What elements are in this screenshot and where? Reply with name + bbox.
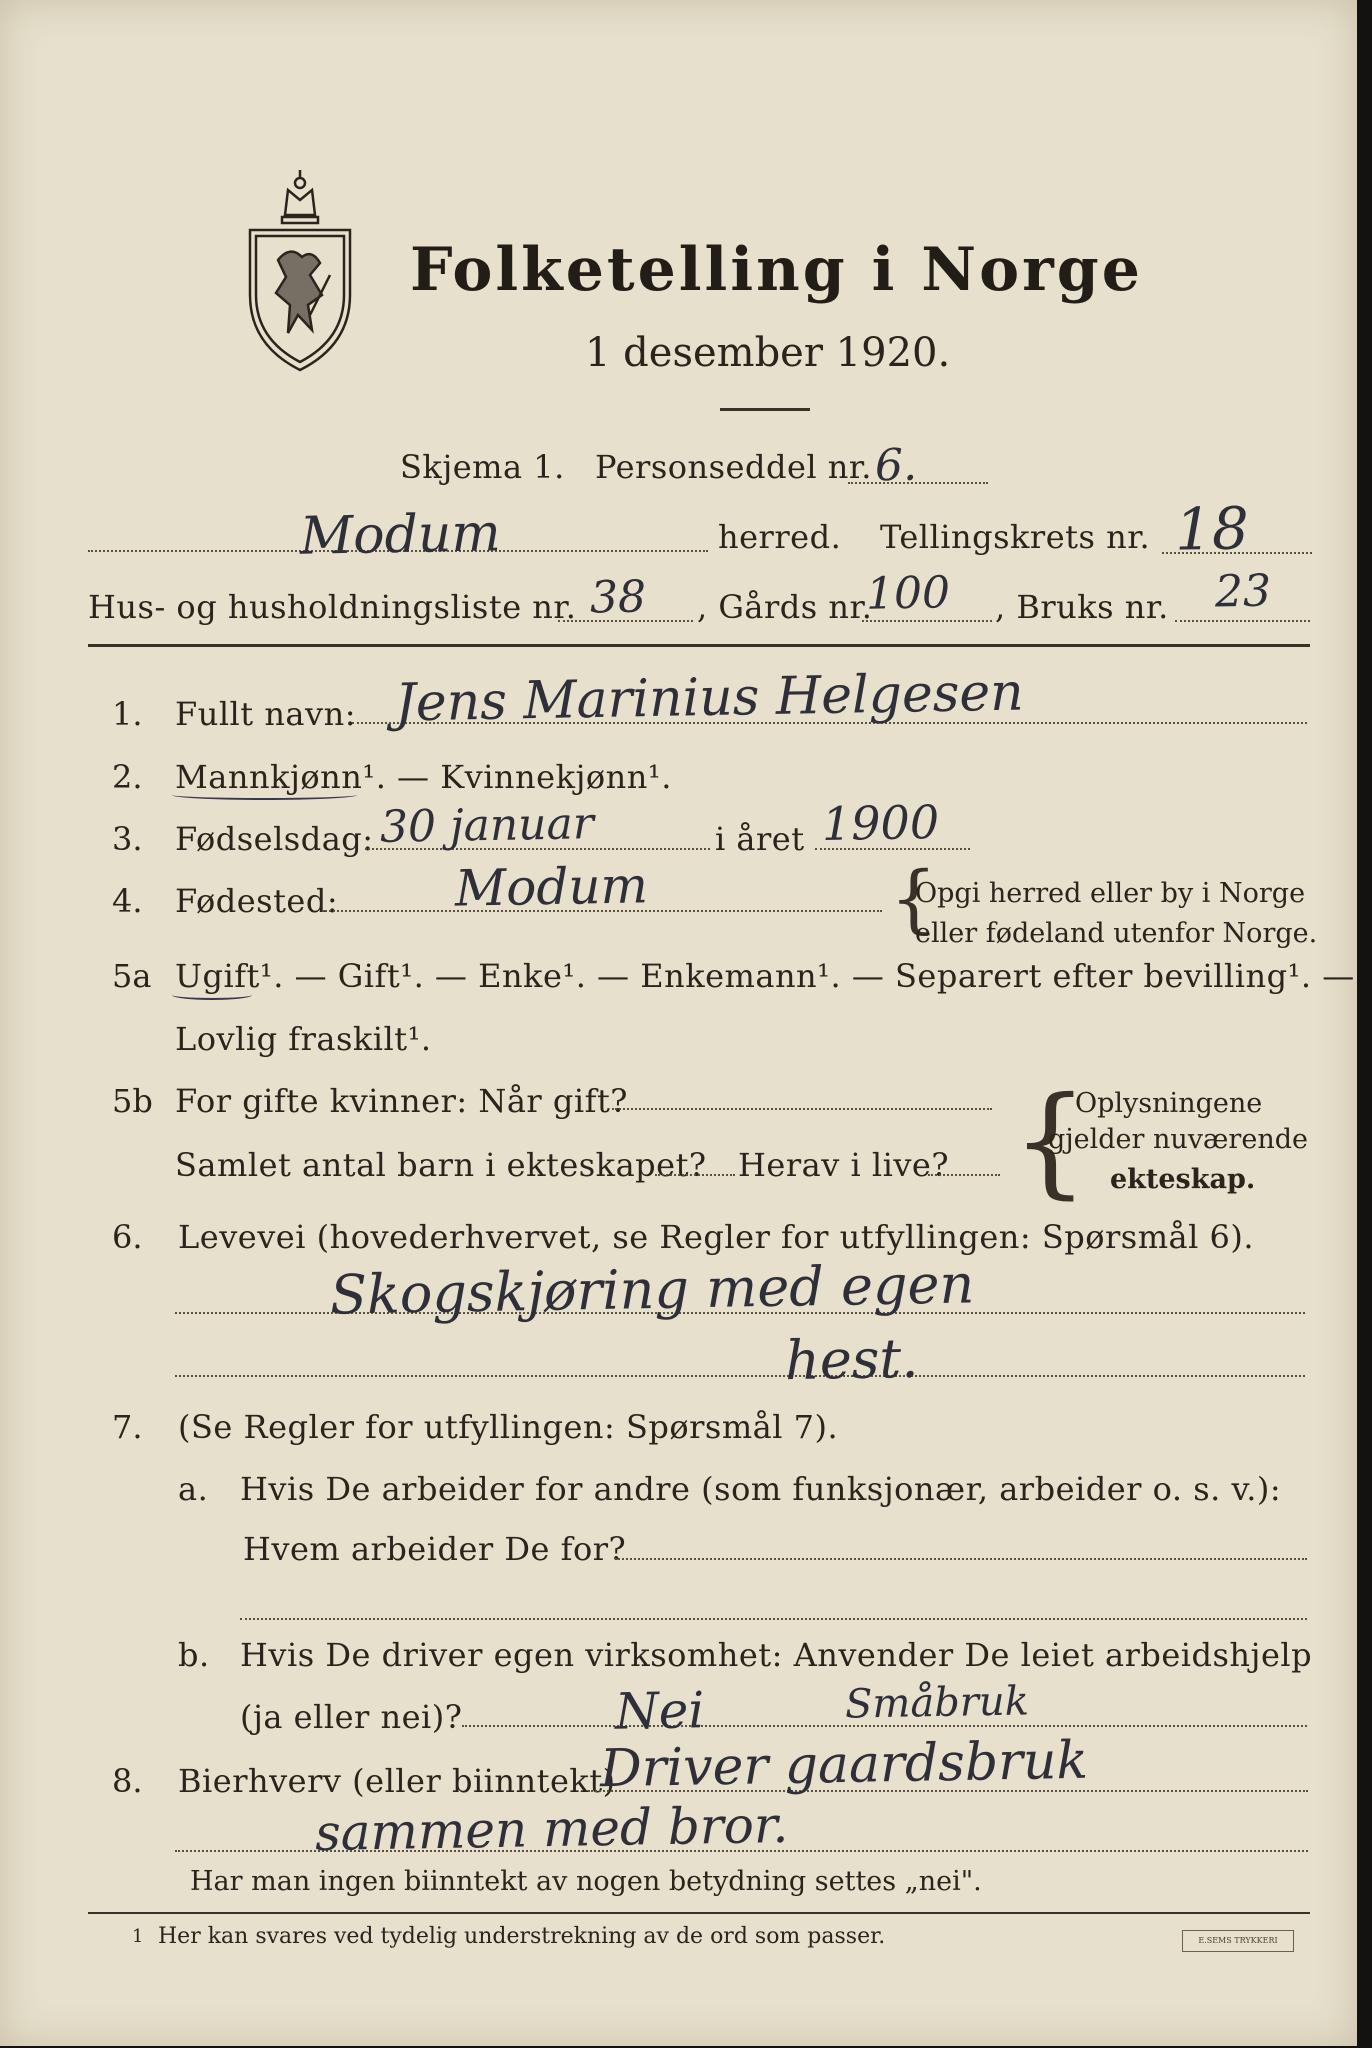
q8-value-1: Driver gaardsbruk <box>599 1730 1089 1800</box>
q6-label: Levevei (hovederhvervet, se Regler for utfyllingen: Spørsmål 6). <box>178 1218 1255 1256</box>
q7b-number: b. <box>178 1636 210 1674</box>
bleed-through-text <box>1240 100 1248 128</box>
q5b-label: For gifte kvinner: Når gift? <box>175 1082 628 1120</box>
hus-label: Hus- og husholdningsliste nr. <box>88 588 577 626</box>
q7a-label: Hvis De arbeider for andre (som funksjonær, arbeider o. s. v.): <box>240 1470 1282 1508</box>
q3-year-value: 1900 <box>821 794 940 852</box>
q8-value-above: Småbruk <box>844 1678 1030 1728</box>
personseddel-value: 6. <box>874 439 918 492</box>
q5b-number: 5b <box>112 1082 153 1120</box>
header-separator <box>88 644 1310 647</box>
q8-value-2: sammen med bror. <box>314 1795 789 1863</box>
q2-label: Mannkjønn¹. — Kvinnekjønn¹. <box>175 758 672 796</box>
q5b-label-3: Herav i live? <box>738 1146 950 1184</box>
q5b-note-3: ekteskap. <box>1110 1164 1256 1195</box>
tellingskrets-label: Tellingskrets nr. <box>880 518 1151 556</box>
gards-label: , Gårds nr. <box>697 588 873 626</box>
q7a-line-2 <box>240 1618 1307 1620</box>
q6-value-1: Skogskjøring med egen <box>329 1252 975 1327</box>
q3-year-label: i året <box>715 820 805 858</box>
q5a-number: 5a <box>112 957 152 995</box>
q2-underline-mark <box>172 790 357 800</box>
q4-note-1: Opgi herred eller by i Norge <box>915 878 1306 909</box>
q1-value: Jens Marinius Helgesen <box>394 662 1025 734</box>
q7-number: 7. <box>112 1408 143 1446</box>
gards-value: 100 <box>865 567 951 620</box>
q4-brace: { <box>890 856 938 942</box>
q5b-brace: { <box>1012 1072 1089 1211</box>
q5b-note-1: Oplysningene <box>1075 1088 1263 1119</box>
q4-number: 4. <box>112 882 143 920</box>
bruks-line <box>1175 620 1310 622</box>
q5a-label-2: Lovlig fraskilt¹. <box>175 1020 432 1058</box>
gards-line <box>862 620 992 622</box>
herred-value: Modum <box>299 503 502 567</box>
q7a-number: a. <box>178 1470 209 1508</box>
title-divider <box>720 408 810 411</box>
q7b-label-2: (ja eller nei)? <box>240 1698 463 1736</box>
q7a-line-1 <box>615 1558 1307 1560</box>
q6-value-2: hest. <box>784 1326 919 1393</box>
q1-number: 1. <box>112 695 143 733</box>
q7b-value: Nei <box>614 1681 705 1741</box>
q5b-date-line <box>612 1108 992 1110</box>
footnote-text: Her kan svares ved tydelig understrekning av de ord som passer. <box>158 1924 886 1949</box>
footnote-number: 1 <box>132 1926 144 1947</box>
personseddel-label: Personseddel nr. <box>595 448 872 486</box>
q8-label: Bierhverv (eller biinntekt) <box>178 1762 616 1800</box>
hus-value: 38 <box>589 571 647 624</box>
q4-note-2: eller fødeland utenfor Norge. <box>915 918 1318 949</box>
q5a-underline-mark <box>172 990 252 1000</box>
tellingskrets-value: 18 <box>1174 494 1250 564</box>
q3-value: 30 januar <box>379 798 595 853</box>
footer-separator <box>88 1912 1310 1914</box>
q4-value: Modum <box>454 856 649 918</box>
q3-label: Fødselsdag: <box>175 820 374 858</box>
q6-line-2 <box>175 1375 1305 1377</box>
q6-number: 6. <box>112 1218 143 1256</box>
skjema-label: Skjema 1. <box>400 448 565 486</box>
printer-mark: E.SEMS TRYKKERI <box>1182 1930 1294 1952</box>
personseddel-line <box>848 482 988 484</box>
q8-number: 8. <box>112 1762 143 1800</box>
bruks-label: , Bruks nr. <box>995 588 1169 626</box>
form-title: Folketelling i Norge <box>410 235 1143 305</box>
q8-note: Har man ingen biinntekt av nogen betydning settes „nei". <box>190 1866 982 1897</box>
q1-label: Fullt navn: <box>175 695 356 733</box>
q5b-note-2: gjelder nuværende <box>1048 1124 1308 1155</box>
q7b-label: Hvis De driver egen virksomhet: Anvender De leiet arbeidshjelp <box>240 1636 1313 1674</box>
census-date: 1 desember 1920. <box>585 330 951 376</box>
bruks-value: 23 <box>1214 565 1272 618</box>
q2-number: 2. <box>112 758 143 796</box>
herred-label: herred. <box>718 518 842 556</box>
q5b-alive-line <box>928 1174 1000 1176</box>
q3-number: 3. <box>112 820 143 858</box>
q4-label: Fødested: <box>175 882 339 920</box>
q7-label: (Se Regler for utfyllingen: Spørsmål 7). <box>178 1408 839 1446</box>
q5b-label-2: Samlet antal barn i ekteskapet? <box>175 1146 707 1184</box>
q5a-label: Ugift¹. — Gift¹. — Enke¹. — Enkemann¹. — Separert efter bevilling¹. — <box>175 957 1355 995</box>
coat-of-arms-icon <box>240 165 360 375</box>
q5b-children-line <box>655 1174 735 1176</box>
q7a-label-2: Hvem arbeider De for? <box>243 1530 627 1568</box>
